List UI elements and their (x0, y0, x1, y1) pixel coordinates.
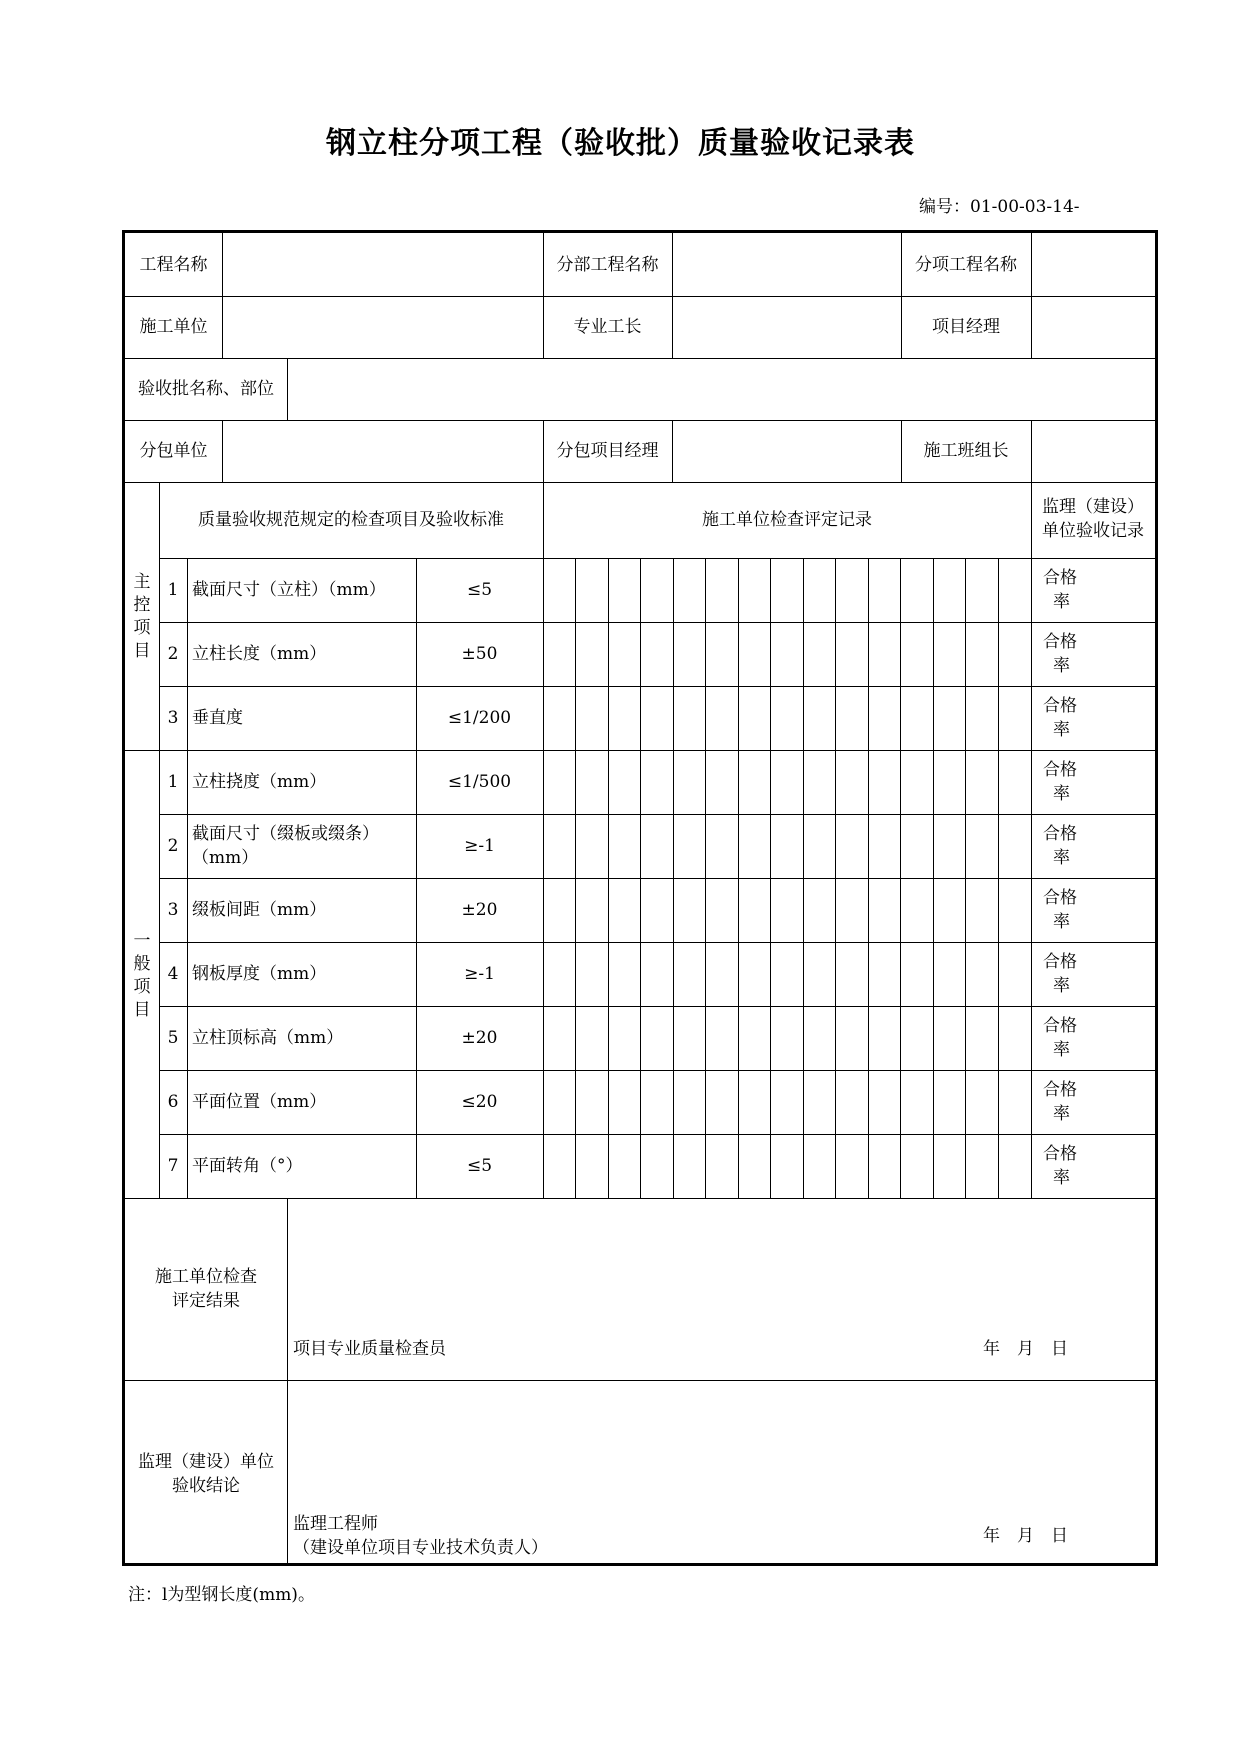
pass-rate-suffix: 率 (1053, 720, 1070, 740)
supervision-result-label (125, 1450, 287, 1498)
record-grid-line (900, 558, 901, 1198)
document-number: 编号：01-00-03-14- (919, 197, 1080, 217)
item-name: 截面尺寸（立柱）（mm） (192, 580, 386, 600)
sub-pm-label: 分包项目经理 (556, 441, 659, 461)
item-standard: ≤1/500 (447, 772, 512, 792)
contractor-label: 施工单位 (139, 317, 208, 337)
item-number: 2 (167, 836, 179, 856)
pass-rate-suffix: 率 (1053, 912, 1070, 932)
page-title: 钢立柱分项工程（验收批）质量验收记录表 (326, 126, 915, 161)
item-number: 4 (167, 964, 179, 984)
row-divider (159, 1070, 1155, 1071)
pass-rate-suffix: 率 (1053, 1168, 1070, 1188)
supervising-engineer-signature (293, 1512, 548, 1560)
general-group-label: 一般项目 (133, 931, 151, 1020)
pass-rate-cell (1031, 694, 1155, 742)
pass-rate-label: 合格 (1043, 824, 1077, 844)
subcontractor-label: 分包单位 (139, 441, 208, 461)
item-name: 垂直度 (192, 708, 243, 728)
record-grid-line (608, 558, 609, 1198)
row-divider (125, 1380, 1155, 1381)
main-control-group-label: 主控项目 (133, 572, 151, 661)
record-grid-line (673, 558, 674, 1198)
col-divider (222, 233, 223, 358)
project-name-label: 工程名称 (139, 254, 208, 275)
pass-rate-label: 合格 (1043, 952, 1077, 972)
pass-rate-label: 合格 (1043, 568, 1077, 588)
item-standard: ±50 (461, 644, 498, 664)
item-name: 立柱长度（mm） (192, 644, 327, 664)
division-name-label: 分部工程名称 (556, 254, 659, 275)
col-divider (287, 358, 288, 420)
pass-rate-suffix: 率 (1053, 1040, 1070, 1060)
pass-rate-label: 合格 (1043, 632, 1077, 652)
record-grid-line (868, 558, 869, 1198)
supervision-signer-line1: 监理工程师 (293, 1514, 378, 1534)
col-divider (672, 233, 673, 358)
item-name-line2: （mm） (192, 848, 259, 868)
record-grid-line (640, 558, 641, 1198)
pass-rate-suffix: 率 (1053, 656, 1070, 676)
record-grid-line (705, 558, 706, 1198)
item-standard: ≤5 (466, 580, 493, 600)
row-divider (159, 1134, 1155, 1135)
pass-rate-label: 合格 (1043, 1144, 1077, 1164)
item-number: 2 (167, 644, 179, 664)
pass-rate-cell (1031, 1142, 1155, 1190)
row-divider (159, 942, 1155, 943)
item-number: 7 (167, 1156, 179, 1176)
item-standard: ±20 (461, 1028, 498, 1048)
acceptance-form (122, 230, 1158, 1566)
record-grid-line (803, 558, 804, 1198)
record-grid-line (575, 558, 576, 1198)
pass-rate-suffix: 率 (1053, 784, 1070, 804)
subitem-name-label: 分项工程名称 (915, 254, 1017, 275)
pass-rate-cell (1031, 822, 1155, 870)
item-name-line1: 截面尺寸（缀板或缀条） (192, 824, 379, 844)
record-grid-line (998, 558, 999, 1198)
record-column-header: 施工单位检查评定记录 (702, 510, 872, 530)
item-name: 立柱顶标高（mm） (192, 1028, 344, 1048)
item-number: 3 (167, 900, 179, 920)
col-divider (222, 420, 223, 482)
supervision-result-line2: 验收结论 (172, 1476, 240, 1496)
item-name (192, 822, 379, 870)
record-grid-line (738, 558, 739, 1198)
row-divider (159, 622, 1155, 623)
project-manager-label: 项目经理 (932, 317, 1000, 337)
col-divider (287, 1198, 288, 1563)
pass-rate-suffix: 率 (1053, 976, 1070, 996)
pass-rate-suffix: 率 (1053, 1104, 1070, 1124)
pass-rate-label: 合格 (1043, 1016, 1077, 1036)
item-name: 平面位置（mm） (192, 1092, 327, 1112)
record-grid-line (933, 558, 934, 1198)
foreman-label: 专业工长 (573, 317, 642, 337)
standard-column-header: 质量验收规范规定的检查项目及验收标准 (198, 510, 504, 530)
pass-rate-cell (1031, 1078, 1155, 1126)
col-divider (1031, 420, 1032, 482)
item-standard: ≥-1 (464, 836, 495, 856)
contractor-result-line1: 施工单位检查 (155, 1267, 257, 1287)
supervision-header-line1: 监理（建设） (1042, 497, 1144, 517)
contractor-result-date: 年 月 日 (983, 1339, 1068, 1359)
item-number: 1 (167, 580, 179, 600)
pass-rate-suffix: 率 (1053, 592, 1070, 612)
item-standard: ≤1/200 (447, 708, 512, 728)
item-standard: ±20 (461, 900, 498, 920)
item-number: 6 (167, 1092, 179, 1112)
row-divider (159, 814, 1155, 815)
col-divider (187, 558, 188, 1198)
quality-inspector-signature: 项目专业质量检查员 (293, 1339, 446, 1359)
supervision-result-date: 年 月 日 (983, 1526, 1068, 1546)
pass-rate-suffix: 率 (1053, 848, 1070, 868)
row-divider (159, 686, 1155, 687)
item-standard: ≤5 (466, 1156, 493, 1176)
pass-rate-cell (1031, 1014, 1155, 1062)
pass-rate-label: 合格 (1043, 1080, 1077, 1100)
contractor-result-label (125, 1265, 287, 1313)
col-divider (672, 420, 673, 482)
footnote: 注：l为型钢长度(mm)。 (128, 1585, 315, 1605)
contractor-result-line2: 评定结果 (172, 1291, 240, 1311)
pass-rate-label: 合格 (1043, 888, 1077, 908)
item-name: 平面转角（°） (192, 1156, 303, 1176)
pass-rate-label: 合格 (1043, 696, 1077, 716)
item-standard: ≥-1 (464, 964, 495, 984)
row-divider (125, 1198, 1155, 1199)
record-grid-line (965, 558, 966, 1198)
pass-rate-cell (1031, 566, 1155, 614)
col-divider (543, 482, 544, 1198)
item-name: 缀板间距（mm） (192, 900, 327, 920)
supervision-result-line1: 监理（建设）单位 (138, 1452, 274, 1472)
item-number: 5 (167, 1028, 179, 1048)
item-number: 1 (167, 772, 179, 792)
pass-rate-cell (1031, 886, 1155, 934)
pass-rate-cell (1031, 758, 1155, 806)
row-divider (159, 878, 1155, 879)
record-grid-line (835, 558, 836, 1198)
item-standard: ≤20 (461, 1092, 498, 1112)
supervision-header-line2: 单位验收记录 (1042, 521, 1144, 541)
pass-rate-cell (1031, 630, 1155, 678)
supervision-signer-line2: （建设单位项目专业技术负责人） (293, 1538, 548, 1558)
supervision-column-header (1031, 495, 1155, 543)
col-divider (1031, 233, 1032, 358)
pass-rate-cell (1031, 950, 1155, 998)
row-divider (159, 1006, 1155, 1007)
item-name: 立柱挠度（mm） (192, 772, 327, 792)
item-number: 3 (167, 708, 179, 728)
batch-label: 验收批名称、部位 (138, 379, 274, 399)
team-leader-label: 施工班组长 (923, 441, 1009, 461)
record-grid-line (770, 558, 771, 1198)
item-name: 钢板厚度（mm） (192, 964, 327, 984)
pass-rate-label: 合格 (1043, 760, 1077, 780)
row-divider (159, 558, 1155, 559)
